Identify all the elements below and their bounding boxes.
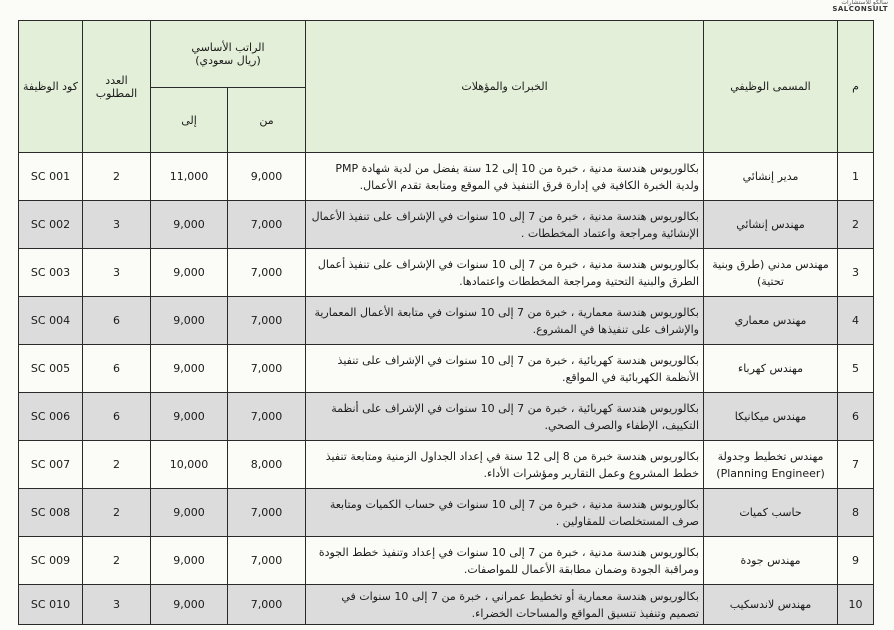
- row-number: 2: [838, 201, 874, 249]
- job-title: مهندس لاندسكيب: [704, 585, 838, 625]
- row-number: 5: [838, 345, 874, 393]
- salary-to: 9,000: [151, 345, 228, 393]
- qualifications: بكالوريوس هندسة مدنية ، خبرة من 7 إلى 10 سنوات في إعداد وتنفيذ خطط الجودة ومراقبة الجودة وضمان مطابقة الأعمال للمواصفات.: [306, 537, 704, 585]
- salary-to: 9,000: [151, 393, 228, 441]
- row-number: 4: [838, 297, 874, 345]
- salary-to: 9,000: [151, 585, 228, 625]
- salary-to: 11,000: [151, 153, 228, 201]
- header-salary-to: إلى: [151, 88, 228, 153]
- row-number: 1: [838, 153, 874, 201]
- row-number: 7: [838, 441, 874, 489]
- header-code: كود الوظيفة: [19, 21, 83, 153]
- required-count: 6: [83, 297, 151, 345]
- salary-to: 9,000: [151, 201, 228, 249]
- jobs-table: [18, 20, 874, 625]
- table-row: [19, 153, 874, 201]
- job-code: SC 007: [19, 441, 83, 489]
- row-number: 3: [838, 249, 874, 297]
- job-title: مهندس إنشائي: [704, 201, 838, 249]
- job-code: SC 001: [19, 153, 83, 201]
- salary-from: 7,000: [228, 537, 306, 585]
- job-title: مهندس معماري: [704, 297, 838, 345]
- header-count: العدد المطلوب: [83, 21, 151, 153]
- row-number: 9: [838, 537, 874, 585]
- table-row: [19, 441, 874, 489]
- table-row: [19, 201, 874, 249]
- job-code: SC 003: [19, 249, 83, 297]
- qualifications: بكالوريوس هندسة مدنية ، خبرة من 7 إلى 10 سنوات في الإشراف على تنفيذ أعمال الطرق والبنية التحتية ومراجعة المخططات واعتمادها.: [306, 249, 704, 297]
- qualifications: بكالوريوس هندسة مدنية ، خبرة من 10 إلى 12 سنة يفضل من لدية شهادة PMP ولدية الخبرة الكافية في إدارة فرق التنفيذ في الموقع ومتابعة تقدم الأعمال.: [306, 153, 704, 201]
- job-title: مهندس ميكانيكا: [704, 393, 838, 441]
- qualifications: بكالوريوس هندسة كهربائية ، خبرة من 7 إلى 10 سنوات في الإشراف على تنفيذ الأنظمة الكهربائية في المواقع.: [306, 345, 704, 393]
- required-count: 2: [83, 537, 151, 585]
- salary-from: 8,000: [228, 441, 306, 489]
- job-code: SC 009: [19, 537, 83, 585]
- salary-from: 7,000: [228, 249, 306, 297]
- job-code: SC 002: [19, 201, 83, 249]
- job-title: مهندس مدني (طرق وبنية تحتية): [704, 249, 838, 297]
- salary-from: 7,000: [228, 297, 306, 345]
- required-count: 2: [83, 489, 151, 537]
- required-count: 3: [83, 249, 151, 297]
- table-row: [19, 537, 874, 585]
- header-salary: [151, 21, 306, 88]
- salary-from: 7,000: [228, 585, 306, 625]
- job-code: SC 005: [19, 345, 83, 393]
- salary-to: 9,000: [151, 297, 228, 345]
- table-row: [19, 489, 874, 537]
- qualifications: بكالوريوس هندسة مدنية ، خبرة من 7 إلى 10 سنوات في حساب الكميات ومتابعة صرف المستخلصات للمقاولين .: [306, 489, 704, 537]
- table-row: [19, 585, 874, 625]
- salary-from: 7,000: [228, 345, 306, 393]
- header-salary-from: من: [228, 88, 306, 153]
- row-number: 6: [838, 393, 874, 441]
- required-count: 2: [83, 441, 151, 489]
- table-row: [19, 249, 874, 297]
- salary-from: 7,000: [228, 201, 306, 249]
- qualifications: بكالوريوس هندسة معمارية أو تخطيط عمراني ، خبرة من 7 إلى 10 سنوات في تصميم وتنفيذ تنسيق المواقع والمساحات الخضراء.: [306, 585, 704, 625]
- company-logo: [832, 0, 888, 12]
- table-row: [19, 393, 874, 441]
- table-row: [19, 297, 874, 345]
- job-title: مهندس كهرباء: [704, 345, 838, 393]
- job-code: SC 010: [19, 585, 83, 625]
- header-qualifications: الخبرات والمؤهلات: [306, 21, 704, 153]
- job-code: SC 006: [19, 393, 83, 441]
- required-count: 3: [83, 585, 151, 625]
- job-code: SC 008: [19, 489, 83, 537]
- job-title: مهندس جودة: [704, 537, 838, 585]
- logo-english: SALCONSULT: [832, 5, 888, 13]
- logo-arabic: سالكو للاستشارات: [841, 0, 888, 6]
- qualifications: بكالوريوس هندسة خبرة من 8 إلى 12 سنة في إعداد الجداول الزمنية ومتابعة تنفيذ خطط المشروع وعمل التقارير ومؤشرات الأداء.: [306, 441, 704, 489]
- header-salary-title: الراتب الأساسي: [191, 41, 265, 54]
- job-title: مدير إنشائي: [704, 153, 838, 201]
- salary-to: 10,000: [151, 441, 228, 489]
- row-number: 10: [838, 585, 874, 625]
- job-title: مهندس تخطيط وجدولة (Planning Engineer): [704, 441, 838, 489]
- job-code: SC 004: [19, 297, 83, 345]
- required-count: 6: [83, 393, 151, 441]
- header-salary-unit: (ريال سعودي): [195, 54, 261, 67]
- required-count: 3: [83, 201, 151, 249]
- qualifications: بكالوريوس هندسة معمارية ، خبرة من 7 إلى 10 سنوات في متابعة الأعمال المعمارية والإشراف على تنفيذها في المشروع.: [306, 297, 704, 345]
- job-title: حاسب كميات: [704, 489, 838, 537]
- row-number: 8: [838, 489, 874, 537]
- header-index: م: [838, 21, 874, 153]
- salary-from: 7,000: [228, 393, 306, 441]
- header-title: المسمى الوظيفي: [704, 21, 838, 153]
- salary-to: 9,000: [151, 489, 228, 537]
- qualifications: بكالوريوس هندسة مدنية ، خبرة من 7 إلى 10 سنوات في الإشراف على تنفيذ الأعمال الإنشائية ومراجعة واعتماد المخططات .: [306, 201, 704, 249]
- qualifications: بكالوريوس هندسة كهربائية ، خبرة من 7 إلى 10 سنوات في الإشراف على أنظمة التكييف، الإطفاء والصرف الصحي.: [306, 393, 704, 441]
- salary-from: 7,000: [228, 489, 306, 537]
- salary-from: 9,000: [228, 153, 306, 201]
- salary-to: 9,000: [151, 249, 228, 297]
- required-count: 6: [83, 345, 151, 393]
- required-count: 2: [83, 153, 151, 201]
- salary-to: 9,000: [151, 537, 228, 585]
- table-row: [19, 345, 874, 393]
